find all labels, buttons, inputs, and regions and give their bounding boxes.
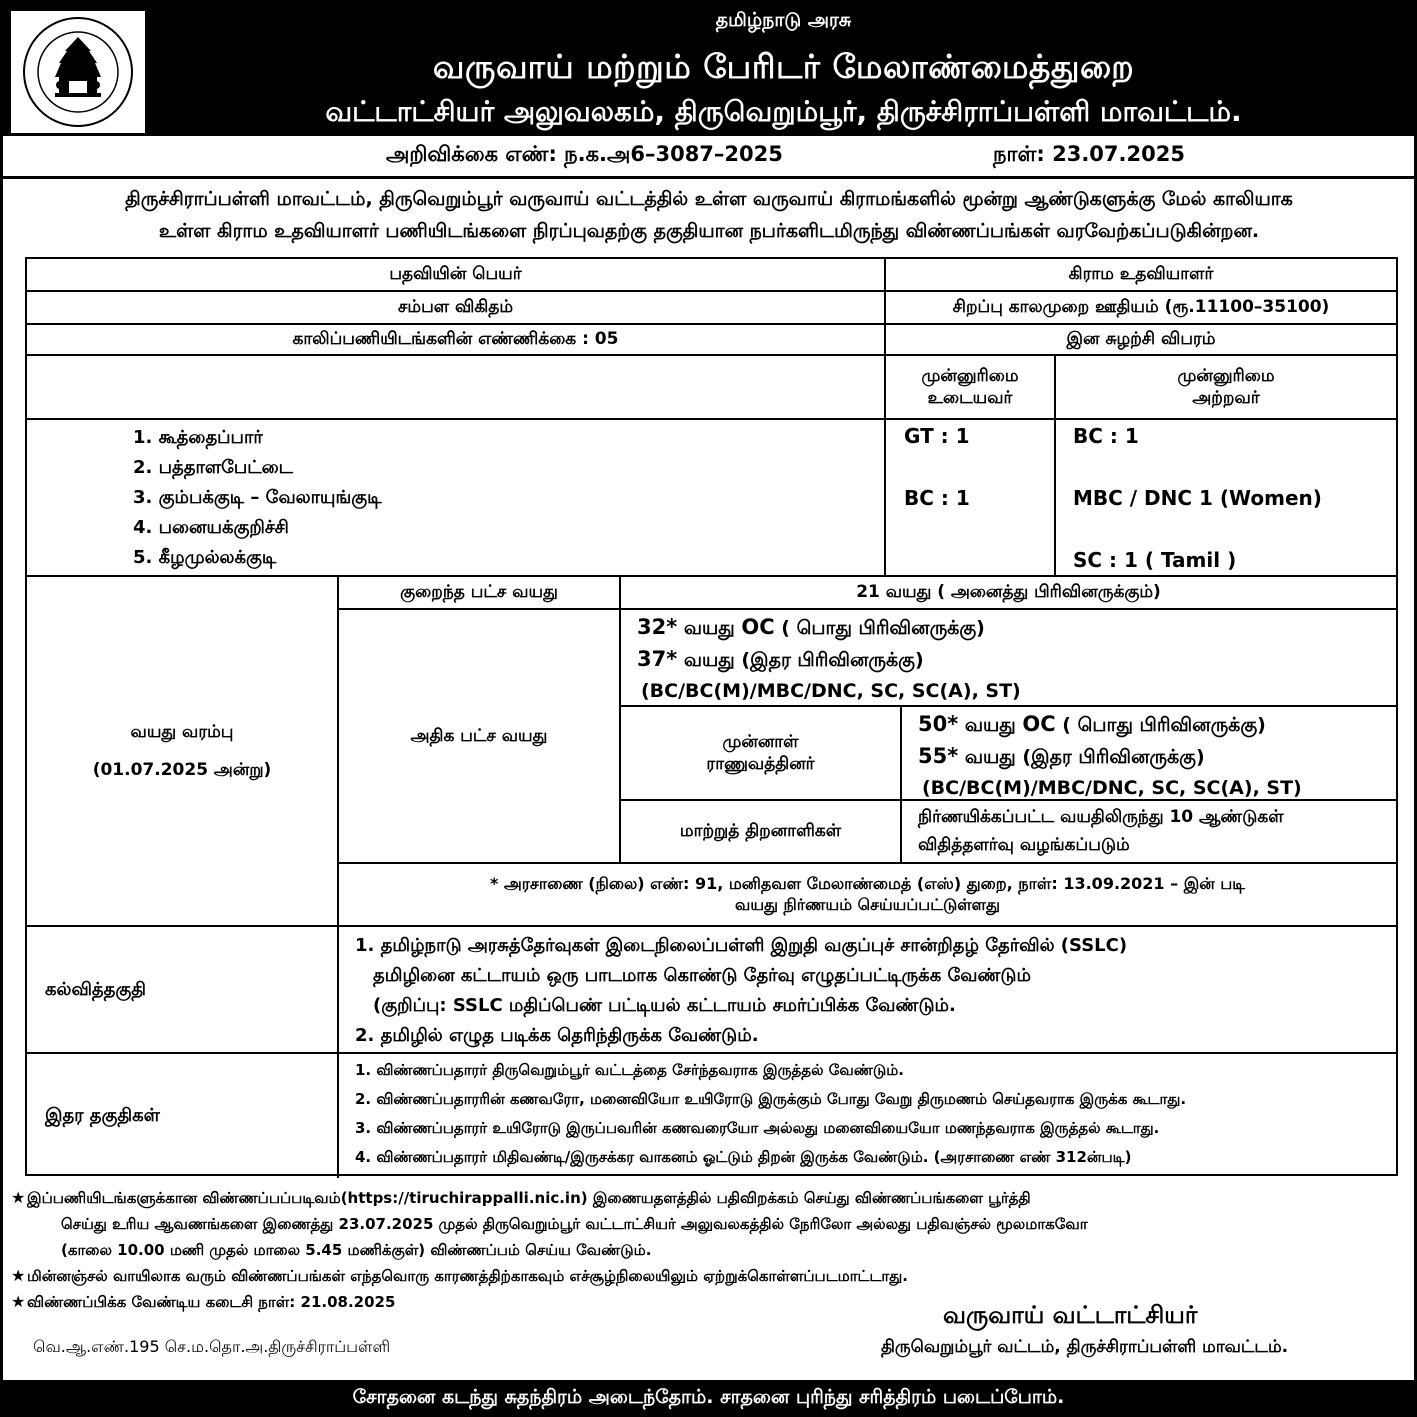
relaxation-text: விதித்தளர்வு வழங்கப்படும் (918, 835, 1130, 855)
edu-line: 2. தமிழில் எழுத படிக்க தெரிந்திருக்க வேண்டும். (355, 1025, 759, 1046)
note-item (11, 1289, 1411, 1315)
min-age-label: குறைந்த பட்ச வயது (400, 582, 558, 603)
post-label: பதவியின் பெயர் (389, 264, 522, 285)
notice-number: அறிவிக்கை எண்: ந.க.அ6–3087–2025 (386, 142, 783, 166)
intro-line: உள்ள கிராம உதவியாளர் பணியிடங்களை நிரப்புவதற்கு தகுதியான நபர்களிடமிருந்து விண்ணப்பங்கள் வரவேற்கப்படுகின்றன. (158, 220, 1260, 242)
divider (3, 176, 1414, 179)
note-item (11, 1263, 1411, 1289)
age-text: ( பொது பிரிவினருக்கு) (774, 617, 985, 639)
age-text: வயது (இதர பிரிவினருக்கு) (677, 649, 924, 671)
pay-value: சிறப்பு காலமுறை ஊதியம் (ரூ.11100–35100) (952, 297, 1330, 318)
tamil-nadu-government-seal-icon (11, 11, 145, 133)
age-text: வயது (958, 714, 1023, 736)
disabled-relaxation (918, 803, 1284, 859)
category-list: (BC/BC(M)/MBC/DNC, SC, SC(A), ST) (922, 777, 1302, 799)
age-limit-label (27, 577, 337, 925)
qualification-line: 3. விண்ணப்பதாரர் உயிரோடு இருப்பவரின் கணவரையோ அல்லது மனைவியையோ மணந்தவராக இருத்தல் கூடாது. (355, 1119, 1160, 1137)
oc-label: OC (1022, 712, 1056, 736)
age-limit-date: (01.07.2025 அன்று) (92, 760, 272, 780)
age-text: ( பொது பிரிவினருக்கு) (1055, 714, 1266, 736)
go-reference-note (339, 864, 1396, 925)
government-title: தமிழ்நாடு அரசு (715, 9, 852, 31)
age-text: வயது (இதர பிரிவினருக்கு) (958, 746, 1205, 768)
star-icon: ★ (11, 1188, 26, 1207)
max-age-ex-servicemen (918, 709, 1302, 804)
rotation-label: இன சுழற்சி விபரம் (1066, 329, 1216, 350)
quota-value: SC : 1 ( Tamil ) (1073, 548, 1237, 572)
village-item: 1. கூத்தைப்பார் (133, 427, 263, 448)
quota-value: MBC / DNC 1 (Women) (1073, 486, 1322, 510)
edu-line: 1. தமிழ்நாடு அரசுத்தேர்வுகள் இடைநிலைப்பள்ளி இறுதி வகுப்புச் சான்றிதழ் தேர்வில் (SSLC) (355, 935, 1128, 956)
qualification-line: 4. விண்ணப்பதாரர் மிதிவண்டி/இருசக்கர வாகனம் ஓட்டும் திறன் இருக்க வேண்டும். (அரசாணை எண் 312ன்படி) (355, 1148, 1132, 1166)
other-qualifications-list (355, 1056, 1186, 1172)
star-icon: ★ (11, 1292, 26, 1311)
star-icon: ★ (11, 1266, 26, 1285)
slogan-banner: சோதனை கடந்து சுதந்திரம் அடைந்தோம். சாதனை புரிந்து சரித்திரம் படைப்போம். (3, 1380, 1414, 1414)
age-number: 50* (918, 712, 959, 736)
age-number: 32* (637, 615, 678, 639)
pay-label: சம்பள விகிதம் (397, 297, 514, 318)
seal-graphic (11, 11, 145, 133)
village-list (133, 423, 381, 573)
notice-date: நாள்: 23.07.2025 (993, 142, 1185, 166)
age-number: 37* (637, 647, 678, 671)
signatory-title: வருவாய் வட்டாட்சியர் (943, 1301, 1198, 1329)
age-limit-title: வயது வரம்பு (130, 721, 234, 742)
notice-row (3, 136, 1414, 176)
qualification-line: 2. விண்ணப்பதாரரின் கணவரோ, மனைவியோ உயிரோடு இருக்கும் போது வேறு திருமணம் செய்தவராக இருக்க கூடாது. (355, 1090, 1187, 1108)
note-text: வயது நிர்ணயம் செய்யப்பட்டுள்ளது (735, 894, 1000, 914)
category-list: (BC/BC(M)/MBC/DNC, SC, SC(A), ST) (641, 680, 1021, 702)
footer-notes (11, 1185, 1411, 1315)
intro-paragraph (23, 183, 1395, 247)
edu-line: (குறிப்பு: SSLC மதிப்பெண் பட்டியல் கட்டாயம் சமர்ப்பிக்க வேண்டும். (373, 995, 956, 1016)
signatory-office: திருவெறும்பூர் வட்டம், திருச்சிராப்பள்ளி மாவட்டம். (881, 1337, 1289, 1357)
village-item: 4. பனையக்குறிச்சி (133, 517, 289, 538)
priority-none-values (1073, 421, 1322, 576)
note-text: மின்னஞ்சல் வாயிலாக வரும் விண்ணப்பங்கள் எந்தவொரு காரணத்திற்காகவும் எச்சூழ்நிலையிலும் ஏற்றுக்கொள்ளப்படமாட்டாது. (27, 1267, 908, 1285)
village-item: 5. கீழமுல்லக்குடி (133, 547, 277, 568)
note-text: செய்து உரிய ஆவணங்களை இணைத்து 23.07.2025 முதல் திருவெறும்பூர் வட்டாட்சியர் அலுவலகத்தில் நேரிலோ அல்லது பதிவஞ்சல் மூலமாகவோ (61, 1215, 1088, 1233)
department-title: வருவாய் மற்றும் பேரிடர் மேலாண்மைத்துறை (432, 47, 1135, 86)
qualification-line: 1. விண்ணப்பதாரர் திருவெறும்பூர் வட்டத்தை சேர்ந்தவராக இருத்தல் வேண்டும். (355, 1061, 905, 1079)
oc-label: OC (741, 615, 775, 639)
age-number: 55* (918, 744, 959, 768)
education-requirements (355, 931, 1127, 1051)
other-qualifications-label: இதர தகுதிகள் (45, 1105, 160, 1127)
max-age-general (637, 612, 1021, 707)
priority-none-header (1056, 356, 1396, 418)
quota-value: BC : 1 (1073, 424, 1139, 448)
ex-servicemen-label (621, 707, 900, 799)
disabled-label: மாற்றுத் திறனாளிகள் (679, 821, 842, 842)
post-value: கிராம உதவியாளர் (1068, 264, 1214, 285)
priority-holders-header (886, 356, 1054, 418)
note-text: (காலை 10.00 மணி முதல் மாலை 5.45 மணிக்குள்) விண்ணப்பம் செய்ய வேண்டும். (61, 1241, 652, 1259)
max-age-label: அதிக பட்ச வயது (410, 725, 548, 746)
label-text: ராணுவத்தினர் (706, 754, 815, 774)
relaxation-text: நிர்ணயிக்கப்பட்ட வயதிலிருந்து 10 ஆண்டுகள் (918, 807, 1284, 827)
village-item: 2. பத்தாளபேட்டை (133, 457, 293, 478)
last-date: விண்ணப்பிக்க வேண்டிய கடைசி நாள்: 21.08.2025 (27, 1293, 396, 1311)
education-label: கல்வித்தகுதி (45, 978, 147, 1000)
office-title: வட்டாட்சியர் அலுவலகம், திருவெறும்பூர், திருச்சிராப்பள்ளி மாவட்டம். (325, 95, 1242, 128)
quota-value: GT : 1 (904, 424, 970, 448)
header-banner (3, 3, 1414, 136)
note-text: இப்பணியிடங்களுக்கான விண்ணப்பப்படிவம்(https://tiruchirappalli.nic.in) இணையதளத்தில் பதிவிறக்கம் செய்து விண்ணப்பங்களை பூர்த்தி (27, 1189, 1031, 1207)
village-item: 3. கும்பக்குடி – வேலாயுங்குடி (133, 487, 382, 508)
header-text: உடையவர் (927, 388, 1013, 408)
header-text: முன்னுரிமை (921, 365, 1019, 386)
col-line (900, 705, 902, 862)
note-item (11, 1185, 1411, 1263)
age-text: வயது (677, 617, 742, 639)
quota-value: BC : 1 (904, 486, 970, 510)
min-age-value: 21 வயது ( அனைத்து பிரிவினருக்கும்) (856, 582, 1161, 603)
details-table (25, 257, 1398, 1176)
edu-line: தமிழினை கட்டாயம் ஒரு பாடமாக கொண்டு தேர்வு எழுதப்பட்டிருக்க வேண்டும் (373, 965, 1031, 986)
header-text: அற்றவர் (1192, 388, 1260, 408)
vacancy-count: காலிப்பணியிடங்களின் எண்ணிக்கை : 05 (292, 329, 619, 350)
label-text: முன்னாள் (722, 731, 799, 752)
row-line (27, 418, 1396, 420)
reference-code: வெ.ஆ.எண்.195 செ.ம.தொ.அ.திருச்சிராப்பள்ளி (33, 1337, 391, 1356)
note-text: * அரசாணை (நிலை) எண்: 91, மனிதவள மேலாண்மைத் (எஸ்) துறை, நாள்: 13.09.2021 – இன் படி (490, 873, 1245, 893)
intro-line: திருச்சிராப்பள்ளி மாவட்டம், திருவெறும்பூர் வருவாய் வட்டத்தில் உள்ள வருவாய் கிராமங்களில் மூன்று ஆண்டுகளுக்கு மேல் காலியாக (125, 188, 1293, 210)
header-text: முன்னுரிமை (1177, 365, 1275, 386)
priority-holders-values (904, 421, 970, 514)
